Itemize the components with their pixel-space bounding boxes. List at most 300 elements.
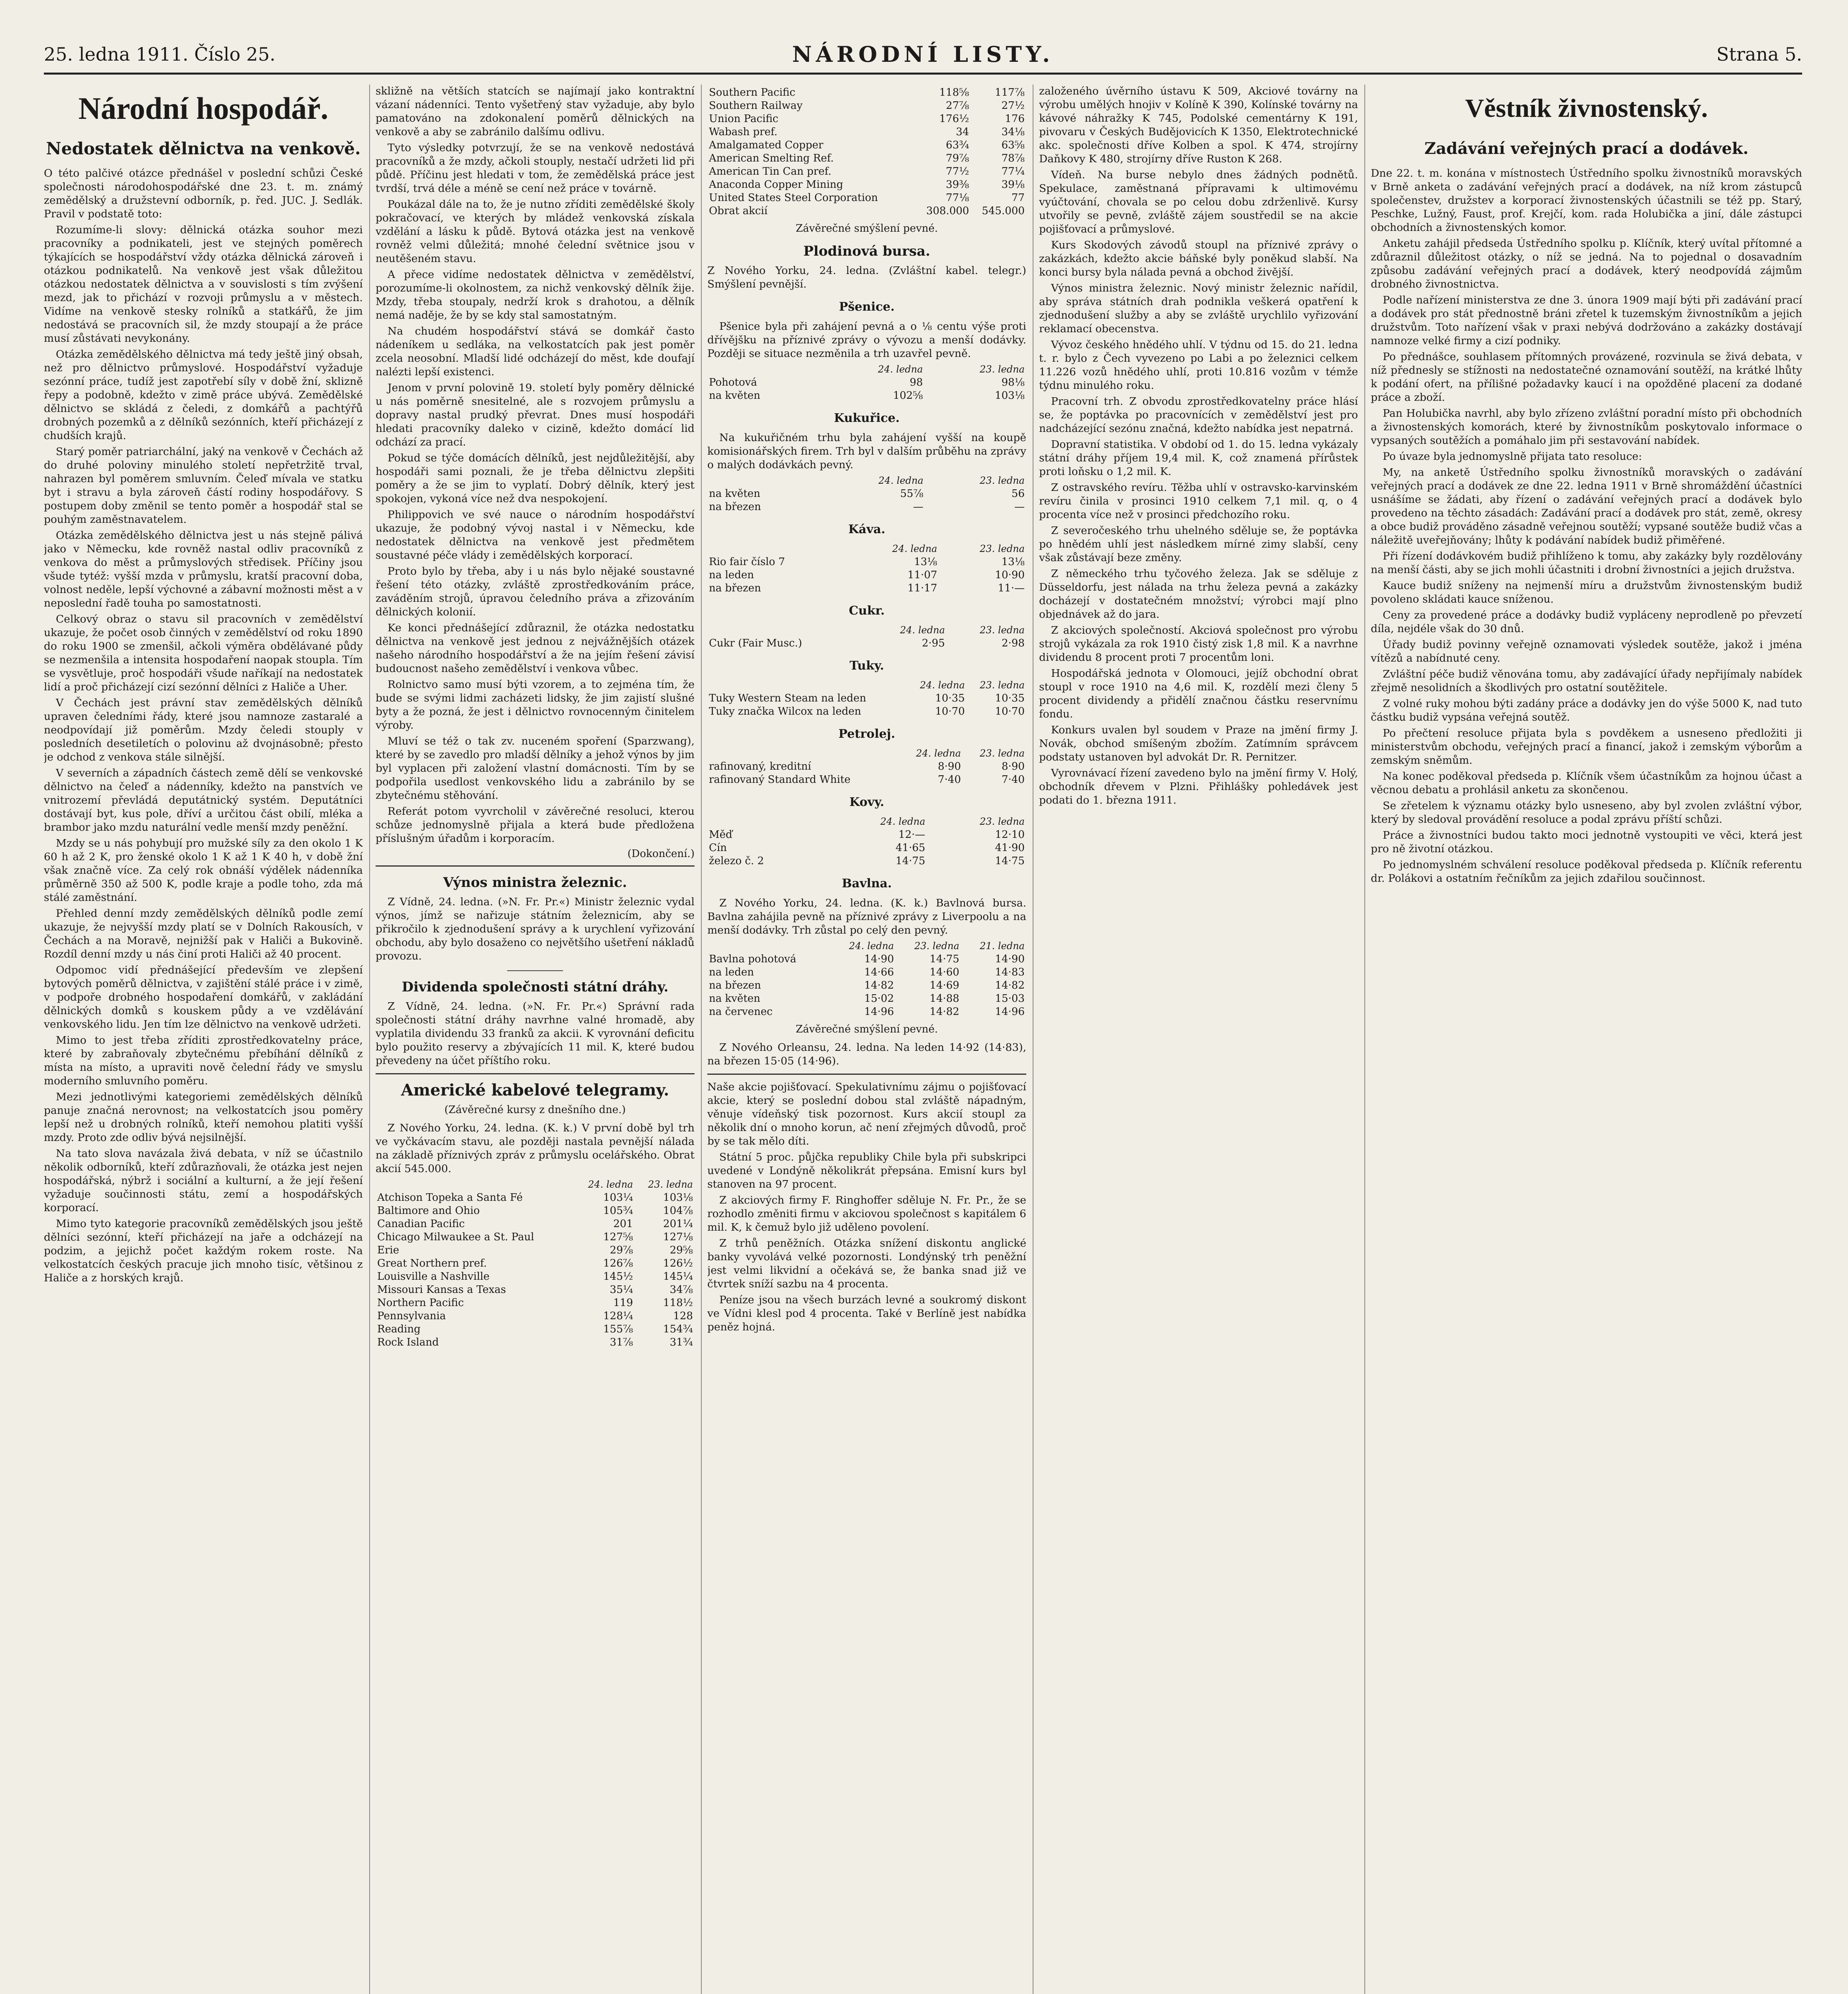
news-title: Výnos ministra železnic. [443, 875, 627, 891]
quote-value: 35¼ [610, 1284, 633, 1296]
paragraph: Otázka zemědělského dělnictva jest u nás stejně pálivá jako v Německu, kde rovněž nastal odliv pracovníků z venkova do měst a průmyslových středisek. Příčiny jsou všude tytéž: vyšší mzda v průmyslu, kratší pracovní doba, volnost neděle, lepší výchovné a zábavní možnosti měst a v neposlední řadě touha po samostatnosti. [44, 529, 363, 609]
quote-value: 11·07 [907, 569, 937, 581]
sugar-table [707, 624, 1026, 650]
corn-text: Na kukuřičném trhu byla zahájení vyšší na koupě komisionářských firem. Trh byl v dalším průběhu na zprávy o malých dodávkách pevný. [707, 432, 1026, 471]
row-label: na květen [709, 390, 760, 402]
quote-value: 77⅛ [946, 192, 969, 204]
table-header-row [707, 940, 1026, 953]
divider [507, 970, 563, 971]
paragraph: Na konec poděkoval předseda p. Klíčník všem účastníkům za hojnou účast a věcnou debatu a prohlásil anketu za skončenou. [1371, 770, 1802, 796]
quote-value: 41·65 [895, 842, 925, 854]
quote-value: 155⅞ [603, 1323, 633, 1335]
quote-value: 308.000 [926, 205, 969, 217]
quote-value: 77¼ [1001, 166, 1025, 177]
cotton-table [707, 940, 1026, 1019]
quote-value: 77 [1011, 192, 1025, 204]
quote-value: 103⅛ [663, 1192, 693, 1204]
row-label: na červenec [709, 1006, 773, 1018]
article-title: Nedostatek dělnictva na venkově. [46, 139, 361, 158]
row-label: Northern Pacific [377, 1297, 464, 1309]
column-4 [1039, 85, 1358, 1994]
table-row [707, 126, 1026, 139]
row-label: na březen [709, 979, 761, 991]
quote-value: 126⅞ [603, 1257, 633, 1269]
row-label: na leden [709, 569, 754, 581]
row-label: Wabash pref. [709, 126, 777, 138]
paragraph: Vídeň. Na burse nebylo dnes žádných podnětů. Spekulace, zaměstnaná přípravami k ultimovému vyúčtování, chovala se po celou dobu zdrženlivě. Kursy utvořily se pevně, zvláště zájem soustředil se na akcie pojišťovací a průmyslové. [1039, 169, 1358, 235]
column-header: 24. ledna [878, 364, 923, 375]
quote-value: 10·35 [935, 692, 965, 704]
telegram-text: Z Nového Yorku, 24. ledna. (K. k.) V první době byl trh ve vyčkávacím stavu, ale později nastala pevnější nálada na základě příznivých zpráv z průmyslu ocelářského. Obrat akcií 545.000. [376, 1122, 695, 1175]
column-divider [369, 85, 370, 1994]
quote-value: 14·60 [929, 966, 960, 978]
paragraph: Z akciových společností. Akciová společnost pro výrobu strojů vykázala za rok 1910 čistý zisk 1,8 mil. K a navrhne dividendu 8 procent proti 7 procentům loni. [1039, 624, 1358, 664]
column-divider [701, 85, 702, 1994]
table-row [707, 389, 1026, 402]
paragraph: Výnos ministra železnic. Nový ministr železnic nařídil, aby správa státních drah podnikla veškerá opatření k zjednodušení služby a aby se zvláště urychlilo vyřizování reklamací obecenstva. [1039, 282, 1358, 335]
paragraph: skližně na větších statcích se najímají jako kontraktní vázaní nádenníci. Tento vyšetřený stav vyžaduje, aby bylo pamatováno na zdokonalení poměrů dělnických na venkově a aby se zabránilo dalšímu odlivu. [376, 85, 695, 138]
quote-value: 77½ [946, 166, 969, 177]
paragraph: Mzdy se u nás pohybují pro mužské síly za den okolo 1 K 60 h až 2 K, pro ženské okolo 1 K až 1 K 40 h, v době žní však značně více. Za celý rok obnáší výdělek nádenníka průměrně 350 až 500 K, podle kraje a podle toho, zda má stálé zaměstnání. [44, 837, 363, 904]
row-label: Anaconda Copper Mining [709, 179, 843, 191]
sugar-title: Cukr. [849, 604, 885, 618]
table-header-row [707, 815, 1026, 828]
telegram-note: (Závěrečné kursy z dnešního dne.) [444, 1104, 626, 1116]
column-header: 24. ledna [880, 816, 925, 827]
row-label: Erie [377, 1244, 400, 1256]
table-row [707, 500, 1026, 514]
paragraph: Odpomoc vidí přednášející především ve zlepšení bytových poměrů dělnictva, v zajištění stálé práce i v zimě, v podpoře drobného hospodaření domkářů, v zakládání dělnických domků s kouskem půdy a ve vzdělávání venkovského lidu. Jen tím lze dělnictvo na venkově udržeti. [44, 964, 363, 1030]
row-label: Reading [377, 1323, 421, 1335]
paragraph: Podle nařízení ministerstva ze dne 3. února 1909 mají býti při zadávání prací a dodávek pro stát přednostně bráni zřetel k tuzemským živnostníkům a jejich družstvům. Toto nařízení však v praxi nebývá dodržováno a zakázky dostávají namnoze velké firmy a cizí podniky. [1371, 294, 1802, 347]
row-label: American Tin Can pref. [709, 166, 832, 177]
paragraph: Dne 22. t. m. konána v místnostech Ústředního spolku živnostníků moravských v Brně anketa o zadávání veřejných prací a dodávek, na níž krom zástupců společenstev, družstev a korporací živnostenských účastnili se též pp. Starý, Peschke, Lužný, Faust, prof. Krejčí, kom. rada Holubička a jiní, dále zástupci obchodních a živnostenských komor. [1371, 167, 1802, 234]
table-row [707, 569, 1026, 582]
row-label: Rock Island [377, 1336, 439, 1348]
table-row [707, 855, 1026, 868]
row-label: Southern Railway [709, 100, 803, 112]
quote-value: 34⅛ [1001, 126, 1025, 138]
row-label: Missouri Kansas a Texas [377, 1284, 506, 1296]
table-row [707, 112, 1026, 126]
quote-value: 29⅞ [610, 1244, 633, 1256]
row-label: Louisville a Nashville [377, 1271, 490, 1283]
article-body [1371, 167, 1802, 885]
paragraph: Z trhů peněžních. Otázka snížení diskontu anglické banky vyvolává velké pozornosti. Londýnský trh peněžní jest velmi likvidní a očekává se, že banka snad již ve čtvrtek sníží sazbu na 4 procenta. [707, 1237, 1026, 1290]
column-header: 23. ledna [980, 364, 1025, 375]
table-header-row [707, 363, 1026, 376]
paragraph: Po přečtení resoluce přijata byla s povděkem a usneseno předložiti ji ministerstvům obchodu, veřejných prací a financí, jakož i zemským výborům a zemským sněmům. [1371, 727, 1802, 766]
paragraph: Z akciových firmy F. Ringhoffer sděluje N. Fr. Pr., že se rozhodlo změniti firmu v akciovou společnost s kapitálem 6 mil. K, k čemuž bylo již uděleno povolení. [707, 1194, 1026, 1233]
column-header [707, 747, 899, 760]
paragraph: O této palčivé otázce přednášel v poslední schůzi České společnosti národohospodářské dne 23. t. m. známý zemědělský a družstevní odborník, p. řed. JUC. J. Sedlák. Pravil v podstatě toto: [44, 167, 363, 220]
paragraph: Hospodářská jednota v Olomouci, jejíž obchodní obrat stoupl v roce 1910 na 4,6 mil. K, rozdělí mezi členy 5 procent dividendy a přidělí značnou částku reservnímu fondu. [1039, 667, 1358, 720]
paragraph: Z severočeského trhu uhelného sděluje se, že poptávka po hnědém uhlí jest následkem mírné zimy slabší, ceny však zůstávají beze změny. [1039, 524, 1358, 564]
quote-value: 201 [613, 1218, 633, 1230]
coffee-table [707, 542, 1026, 595]
column-header: 23. ledna [648, 1179, 693, 1190]
row-label: Union Pacific [709, 113, 779, 125]
paragraph: Zvláštní péče budiž věnována tomu, aby zadávající úřady nepřijímaly nabídek zřejmě nesolidních a škodlivých pro ostatní soutěžitele. [1371, 668, 1802, 694]
quote-value: 103⅛ [995, 390, 1025, 402]
column-header: 23. ledna [980, 748, 1025, 759]
paragraph: Kurs Skodových závodů stoupl na příznivé zprávy o zakázkách, kdežto akcie báňské byly poněkud slabší. Na konci bursy byla nálada pevná a obchod živější. [1039, 239, 1358, 278]
paragraph: Na chudém hospodářství stává se domkář často nádeníkem u sedláka, na velkostatcích pak jest poměr zcela neosobní. Mladší lidé odcházejí do měst, kde doufají nalézti lepší existenci. [376, 325, 695, 378]
row-label: Great Northern pref. [377, 1257, 487, 1269]
column-2 [376, 85, 695, 1994]
paragraph: Práce a živnostníci budou takto moci jednotně vystoupiti ve věci, která jest pro ně životní otázkou. [1371, 829, 1802, 855]
column-header: 24. ledna [916, 748, 961, 759]
news-text: Z Vídně, 24. ledna. (»N. Fr. Pr.«) Správní rada společnosti státní dráhy navrhne valné hromadě, aby vyplatila dividendu 33 franků za akcii. K vyrovnání deficitu bylo použito reservy a zbývajících 11 mil. K, které budou převedeny na účet příštího roku. [376, 1000, 695, 1067]
paragraph: My, na anketě Ústředního spolku živnostníků moravských o zadávání veřejných prací a dodávek ze dne 22. ledna 1911 v Brně shromáždění účastníci usnášíme se žádati, aby řízení o zadávání veřejných prací a dodávek bylo provedeno na těchto zásadách: Zadávání prací a dodávek pro stát, země, okresy a obce budiž prováděno zásadně veřejnou soutěží; vypsané soutěže budiž včas a náležitě uveřejňovány; lhůty k podávání nabídek budiž přiměřené. [1371, 466, 1802, 546]
quote-value: 14·69 [929, 979, 960, 991]
quote-value: 7·40 [1002, 774, 1025, 786]
table-header-row [707, 747, 1026, 760]
column-header [707, 474, 824, 487]
quote-value: 154¾ [663, 1323, 693, 1335]
row-label: Southern Pacific [709, 87, 795, 99]
cotton-orleans: Z Nového Orleansu, 24. ledna. Na leden 14·92 (14·83), na březen 15·05 (14·96). [707, 1041, 1026, 1067]
quote-value: 39⅛ [1001, 179, 1025, 191]
table-header-row [707, 542, 1026, 556]
quote-value: 104⅞ [663, 1205, 693, 1217]
row-label: Rio fair číslo 7 [709, 556, 785, 568]
column-header [707, 940, 830, 953]
paragraph: Proto bylo by třeba, aby i u nás bylo nějaké soustavné řešení této otázky, zvláště zprostředkováním práce, zaváděním strojů, úpravou čeledního práva a zřizováním dělnických kolonií. [376, 565, 695, 618]
column-header: 23. ledna [980, 625, 1025, 636]
page-header [44, 38, 1802, 75]
quote-value: 102⅝ [893, 390, 923, 402]
quote-value: 14·90 [864, 953, 894, 965]
row-label: Tuky značka Wilcox na leden [709, 705, 861, 717]
quote-value: 128 [673, 1310, 693, 1322]
quote-value: 105¾ [603, 1205, 633, 1217]
row-label: na březen [709, 582, 761, 594]
paragraph: Mluví se též o tak zv. nuceném spoření (Sparzwang), které by se zavedlo pro mladší dělníky a jehož výnos by jim byl vyplacen při založení vlastní domácnosti. Tím by se podpořila usedlost venkovského lidu a zabránilo by se zbytečnému stěhování. [376, 735, 695, 802]
table-header-row [707, 624, 1026, 637]
quote-value: 55⅞ [900, 488, 923, 500]
paragraph: Mimo tyto kategorie pracovníků zemědělských jsou ještě dělníci sezónní, kteří přicházejí na jaře a odcházejí na podzim, a jejichž počet každým rokem roste. Na velkostatcích českých pracuje jich mnoho tisíc, většinou z Haliče a z horských krajů. [44, 1218, 363, 1284]
quote-value: 39⅜ [946, 179, 969, 191]
row-label: Pohotová [709, 376, 757, 388]
paragraph: Kauce budiž sníženy na nejmenší míru a družstvům živnostenským budiž povoleno skládati kauce sníženou. [1371, 579, 1802, 605]
row-label: Tuky Western Steam na leden [709, 692, 866, 704]
paragraph: V Čechách jest právní stav zemědělských dělníků upraven čeledními řády, které jsou namnoze zastaralé a neodpovídají již poměrům. Mzdy čeledi stouply v posledních desetiletích o polovinu až dvojnásobně; přesto je odchod z venkova stále silnější. [44, 697, 363, 763]
row-label: na leden [709, 966, 754, 978]
article-body [44, 167, 363, 1285]
paragraph: Philippovich ve své nauce o národním hospodářství ukazuje, že podobný vývoj nastal i v Německu, kde nedostatek dělnictva na venkově jest předmětem soustavné péče vlády i zemědělských korporací. [376, 508, 695, 562]
column-header: 23. ledna [980, 680, 1025, 691]
quote-value: 117⅞ [995, 87, 1025, 99]
table-header-row [707, 474, 1026, 487]
quote-value: 13⅛ [1001, 556, 1025, 568]
paragraph: Ceny za provedené práce a dodávky budiž vypláceny neprodleně po převzetí díla, nejdéle však do 30 dnů. [1371, 609, 1802, 635]
paragraph: Poukázal dále na to, že je nutno zříditi zemědělské školy pokračovací, ve kterých by mládež venkovská získala vzdělání a lásku k půdě. Bytová otázka jest na venkově rovněž velmi důležitá; mnohé čelední světnice jsou v neutěšeném stavu. [376, 198, 695, 265]
column-divider [1364, 85, 1365, 1994]
column-header [707, 542, 851, 556]
paragraph: Z ostravského revíru. Těžba uhlí v ostravsko-karvinském revíru činila v prosinci 1910 celkem 7,1 mil. q, o 4 procenta více než v prosinci předchozího roku. [1039, 481, 1358, 521]
table-row [707, 556, 1026, 569]
quote-value: 14·83 [995, 966, 1025, 978]
tallow-title: Tuky. [849, 659, 884, 673]
table-row [707, 86, 1026, 99]
corn-table [707, 474, 1026, 514]
quote-value: 127⅝ [603, 1231, 633, 1243]
quote-value: 11·17 [907, 582, 937, 594]
table-row [707, 760, 1026, 773]
table-row [707, 979, 1026, 992]
section-divider [376, 865, 695, 867]
issue-date: 25. ledna 1911. Číslo 25. [44, 43, 276, 65]
table-row [707, 828, 1026, 841]
row-label: Bavlna pohotová [709, 953, 797, 965]
wheat-text: Pšenice byla při zahájení pevná a o ⅛ centu výše proti dřívějšku na příznivé zprávy o vývozu a menší dodávky. Později se situace nezměnila a trh uzavřel pevně. [707, 320, 1026, 360]
column-1 [44, 85, 363, 1994]
cotton-text: Z Nového Yorku, 24. ledna. (K. k.) Bavlnová bursa. Bavlna zahájila pevně na příznivé zprávy z Liverpoolu a na menší dodávky. Trh zůstal po celý den pevný. [707, 897, 1026, 936]
quote-value: 14·82 [929, 1006, 960, 1018]
table-row [376, 1204, 695, 1218]
quote-value: 27½ [1001, 100, 1025, 112]
quote-value: 31⅞ [610, 1336, 633, 1348]
column-3 [707, 85, 1026, 1994]
column-header: 23. ledna [914, 940, 960, 952]
quote-value: 29⅝ [669, 1244, 693, 1256]
section-title: Věstník živnostenský. [1465, 94, 1708, 123]
quote-value: 11·— [998, 582, 1025, 594]
quote-value: 14·82 [995, 979, 1025, 991]
quote-value: 2·98 [1002, 637, 1025, 649]
table-header-row [376, 1178, 695, 1191]
quote-value: 119 [613, 1297, 633, 1309]
news-text: Z Vídně, 24. ledna. (»N. Fr. Pr.«) Ministr železnic vydal výnos, jímž se nařizuje státním železnicím, aby se přikročilo k zjednodušení správy a k urychlení vyřizování obchodu, aby bylo dosaženo co největšího ušetření nákladů provozu. [376, 896, 695, 962]
table-row [376, 1244, 695, 1257]
column-header: 24. ledna [849, 940, 894, 952]
oil-title: Petrolej. [838, 727, 895, 741]
row-label: Cukr (Fair Musc.) [709, 637, 802, 649]
continuation-note: (Dokončení.) [627, 848, 695, 860]
section-divider [707, 1074, 1026, 1075]
quote-value: 10·70 [935, 705, 965, 717]
page-number: Strana 5. [1716, 43, 1802, 65]
paragraph: Naše akcie pojišťovací. Spekulativnímu zájmu o pojišťovací akcie, který se poslední dobou stal zvláště nápadným, věnuje vídeňský tisk pozornost. Kurs akcií stoupl za několik dní o mnoho korun, ač není zřejmých důvodů, proč by se tak mělo díti. [707, 1081, 1026, 1147]
quote-value: — [913, 501, 923, 513]
article-title: Zadávání veřejných prací a dodávek. [1424, 139, 1749, 158]
column-header: 23. ledna [980, 543, 1025, 554]
quote-value: 176 [1005, 113, 1025, 125]
paragraph: Mezi jednotlivými kategoriemi zemědělských dělníků panuje značná nerovnost; na velkostatcích jsou poměry lepší než u drobných rolníků, kteří nemohou platiti vyšší mzdy. Proto zde odliv bývá nejsilnější. [44, 1091, 363, 1144]
row-label: rafinovaný Standard White [709, 774, 851, 786]
table-row [376, 1296, 695, 1310]
finance-news [707, 1080, 1026, 1334]
paragraph: Dopravní statistika. V období od 1. do 15. ledna vykázaly státní dráhy příjem 19,4 mil. K, což znamená přírůstek proti loňsku o 1,2 mil. K. [1039, 438, 1358, 478]
paragraph: Mimo to jest třeba zříditi zprostředkovatelny práce, které by zabraňovaly zbytečnému přebíhání dělníků z místa na místo, a upraviti nově čelední řády ve smyslu moderního smluvního poměru. [44, 1034, 363, 1087]
table-row [707, 637, 1026, 650]
row-label: Obrat akcií [709, 205, 768, 217]
paragraph: Tyto výsledky potvrzují, že se na venkově nedostává pracovníků a že mzdy, ačkoli stouply, nestačí udržeti lid při půdě. Příčinu jest hledati v tom, že zemědělská práce jest tvrdší, trvá déle a méně se cení než práce v továrně. [376, 142, 695, 195]
tallow-table [707, 679, 1026, 718]
table-row [376, 1283, 695, 1296]
quote-value: 98⅛ [1001, 376, 1025, 388]
quote-value: 12·10 [995, 829, 1025, 841]
column-header: 24. ledna [892, 543, 937, 554]
quote-value: 8·90 [938, 761, 961, 772]
quote-value: 14·75 [895, 855, 925, 867]
table-row [707, 705, 1026, 718]
quote-value: 201¼ [663, 1218, 693, 1230]
paragraph: Pokud se týče domácích dělníků, jest nejdůležitější, aby hospodáři sami poznali, že je třeba dělnictvu zlepšiti poměry a že se jim to vyplatí. Dobrý dělník, který jest spokojen, vykoná více než dva nespokojení. [376, 452, 695, 505]
row-label: rafinovaný, kreditní [709, 761, 811, 772]
column-header [707, 679, 907, 692]
row-label: na květen [709, 488, 760, 500]
table-row [376, 1270, 695, 1283]
row-label: Amalgamated Copper [709, 139, 823, 151]
paragraph: Otázka zemědělského dělnictva má tedy ještě jiný obsah, než pro dělnictvo průmyslové. Hospodářství vyžaduje sezónní práce, tudíž jest zapotřebí síly v době žní, sklizně řepy a podobně, kdežto v zimě práce ubývá. Zemědělské dělnictvo se skládá z čeledi, z domkářů a pachtýřů drobných pozemků a z dělníků sezónních, kteří přicházejí z chudších krajů. [44, 348, 363, 442]
quote-value: 14·82 [864, 979, 894, 991]
column-header [376, 1178, 575, 1191]
quote-value: 12·— [898, 829, 925, 841]
paragraph: Ke konci přednášející zdůraznil, že otázka nedostatku dělnictva na venkově jest jednou z nejvážnějších otázek našeho národního hospodářství a že na jejím řešení závisí budoucnost našeho zemědělství i venkova vůbec. [376, 622, 695, 675]
cotton-note: Závěrečné smýšlení pevné. [795, 1023, 938, 1035]
quote-value: 545.000 [982, 205, 1025, 217]
quote-value: 34⅞ [669, 1284, 693, 1296]
metal-title: Kovy. [849, 795, 884, 809]
quote-value: 10·70 [995, 705, 1025, 717]
row-label: Canadian Pacific [377, 1218, 465, 1230]
row-label: Pennsylvania [377, 1310, 446, 1322]
row-label: United States Steel Corporation [709, 192, 878, 204]
paragraph: Jenom v první polovině 19. století byly poměry dělnické u nás poměrně snesitelné, ale s rozvojem průmyslu a dopravy nastal prudký převrat. Dnes musí hospodáři hledati pracovníky daleko v cizině, kdežto domácí lid odchází za prací. [376, 382, 695, 448]
produce-exchange-title: Plodinová bursa. [803, 243, 931, 259]
stock-quote-table [707, 86, 1026, 218]
wheat-table [707, 363, 1026, 402]
table-row [707, 582, 1026, 595]
table-row [707, 966, 1026, 979]
row-label: Měď [709, 829, 732, 841]
quote-value: 63⅝ [1001, 139, 1025, 151]
row-label: železo č. 2 [709, 855, 764, 867]
quote-value: 14·75 [995, 855, 1025, 867]
quote-value: 145½ [603, 1271, 633, 1283]
market-note: Závěrečné smýšlení pevné. [795, 223, 938, 234]
quote-value: 8·90 [1002, 761, 1025, 772]
quote-value: 128¼ [603, 1310, 633, 1322]
table-row [707, 152, 1026, 165]
telegram-title: Americké kabelové telegramy. [401, 1081, 669, 1099]
quote-value: 14·66 [864, 966, 894, 978]
oil-table [707, 747, 1026, 786]
paragraph: Anketu zahájil předseda Ústředního spolku p. Klíčník, který uvítal přítomné a zdůraznil důležitost otázky, o níž se jedná. Na to pojednal o dosavadním způsobu zadávání veřejných prací a dodávek, který neodpovídá zájmům drobného živnostnictva. [1371, 237, 1802, 290]
table-row [376, 1231, 695, 1244]
table-row [707, 139, 1026, 152]
quote-value: 15·02 [864, 993, 894, 1005]
paragraph: Rolnictvo samo musí býti vzorem, a to zejména tím, že bude se svými lidmi zacházeti lidsky, že jim zajistí slušné byty a že pozná, že jest i dělnictvo rovnocenným činitelem výroby. [376, 678, 695, 731]
column-header: 23. ledna [980, 475, 1025, 486]
stock-quote-table [376, 1178, 695, 1349]
table-row [707, 487, 1026, 500]
paragraph: Po úvaze byla jednomyslně přijata tato resoluce: [1383, 450, 1642, 463]
masthead-title: NÁRODNÍ LISTY. [792, 41, 1054, 67]
paragraph: Přehled denní mzdy zemědělských dělníků podle zemí ukazuje, že nejvyšší mzdy platí se v Dolních Rakousích, v Čechách a na Moravě, nejnižší pak v Haliči a Bukovině. Rozdíl denní mzdy u nás činí proti Haliči až 40 procent. [44, 907, 363, 960]
column-header: 24. ledna [920, 680, 965, 691]
column-5 [1371, 85, 1802, 1994]
table-row [707, 376, 1026, 389]
paragraph: Konkurs uvalen byl soudem v Praze na jmění firmy J. Novák, obchod smíšeným zbožím. Zatímním správcem podstaty ustanoven byl advokát Dr. R. Pernitzer. [1039, 724, 1358, 763]
table-row [707, 1005, 1026, 1019]
row-label: Cín [709, 842, 727, 854]
quote-value: 79⅞ [946, 152, 969, 164]
cotton-title: Bavlna. [842, 877, 892, 891]
paragraph: Státní 5 proc. půjčka republiky Chile byla při subskripci uvedené v Londýně několikrát přepsána. Emisní kurs byl stanoven na 97 procent. [707, 1151, 1026, 1190]
produce-intro: Z Nového Yorku, 24. ledna. (Zvláštní kabel. telegr.) Smýšlení pevnější. [707, 264, 1026, 290]
quote-value: 118⅝ [939, 87, 969, 99]
quote-value: 14·90 [995, 953, 1025, 965]
quote-value: 78⅞ [1001, 152, 1025, 164]
paragraph: Peníze jsou na všech burzách levné a soukromý diskont ve Vídni klesl pod 4 procenta. Také v Berlíně jest nabídka peněz hojná. [707, 1294, 1026, 1333]
quote-value: 98 [909, 376, 923, 388]
quote-value: 31¾ [669, 1336, 693, 1348]
section-divider [376, 1073, 695, 1074]
section-title: Národní hospodář. [78, 91, 329, 126]
column-header: 21. ledna [980, 940, 1025, 952]
paragraph: Při řízení dodávkovém budiž přihlíženo k tomu, aby zakázky byly rozdělovány na menší části, aby se jich mohli účastniti i drobní živnostníci a jejich družstva. [1371, 550, 1802, 576]
table-row [707, 953, 1026, 966]
row-label: Atchison Topeka a Santa Fé [377, 1192, 523, 1204]
paragraph: Celkový obraz o stavu sil pracovních v zemědělství ukazuje, že počet osob činných v zemědělství od roku 1890 do roku 1900 se zmenšil, ačkoli výměra obdělávané půdy se nezmenšila a intensita hospodaření naopak stoupla. Tím se vysvětluje, proč hospodáři všude naříkají na nedostatek lidí a proč přicházejí cizí sezónní dělníci z Haliče a Uher. [44, 613, 363, 693]
quote-value: 14·88 [929, 993, 960, 1005]
table-row [376, 1191, 695, 1204]
quote-value: 56 [1011, 488, 1025, 500]
table-row [707, 841, 1026, 855]
row-label: na březen [709, 501, 761, 513]
table-row [376, 1336, 695, 1349]
metal-table [707, 815, 1026, 868]
table-row [376, 1257, 695, 1270]
quote-value: 145¼ [663, 1271, 693, 1283]
table-header-row [707, 679, 1026, 692]
table-row [707, 992, 1026, 1005]
quote-value: 7·40 [938, 774, 961, 786]
quote-value: 118½ [663, 1297, 693, 1309]
table-row [707, 191, 1026, 205]
quote-value: 14·75 [929, 953, 960, 965]
paragraph: Referát potom vyvrcholil v závěrečné resoluci, kterou schůze jednomyslně přijala a která bude předložena příslušným úřadům i korporacím. [376, 805, 695, 845]
paragraph: Pracovní trh. Z obvodu zprostředkovatelny práce hlásí se, že poptávka po pracovnících v zemědělství jest pro nadcházející sezónu značná, kdežto nabídka jest nepatrná. [1039, 395, 1358, 435]
quote-value: 27⅞ [946, 100, 969, 112]
column-header [707, 624, 867, 637]
coffee-title: Káva. [848, 522, 886, 536]
column-header: 24. ledna [588, 1179, 633, 1190]
column-header: 23. ledna [980, 816, 1025, 827]
column-header [707, 815, 827, 828]
quote-value: — [1014, 501, 1025, 513]
paragraph: Z německého trhu tyčového železa. Jak se sděluje z Düsseldorfu, jest nálada na trhu železa pevná a zakázky docházejí v dostatečném množství; výrobci mají plno objednávek až do jara. [1039, 567, 1358, 621]
quote-value: 13⅛ [914, 556, 937, 568]
row-label: na květen [709, 993, 760, 1005]
quote-value: 63¾ [946, 139, 969, 151]
row-label: Chicago Milwaukee a St. Paul [377, 1231, 534, 1243]
row-label: Baltimore and Ohio [377, 1205, 480, 1217]
table-row [376, 1218, 695, 1231]
table-row [707, 205, 1026, 218]
column-header: 24. ledna [878, 475, 923, 486]
paragraph: V severních a západních částech země dělí se venkovské dělnictvo na čeleď a nádenníky, kdežto na panstvích ve vnitrozemí převládá deputátnický systém. Deputátníci dostávají byt, kus pole, dříví a určitou část obilí, mléka a brambor jako mzdu naturální vedle menší mzdy peněžní. [44, 767, 363, 833]
paragraph: Na tato slova navázala živá debata, v níž se účastnilo několik odborníků, kteří zdůrazňovali, že otázka jest nejen hospodářská, nýbrž i sociální a kulturní, a že její řešení vyžaduje součinnosti státu, zemí a hospodářských korporací. [44, 1147, 363, 1214]
table-row [707, 178, 1026, 191]
quote-value: 41·90 [995, 842, 1025, 854]
row-label: American Smelting Ref. [709, 152, 834, 164]
paragraph: Rozumíme-li slovy: dělnická otázka souhor mezi pracovníky a podnikateli, jest ve stejných poměrech týkajících se hospodářství vždy otázka dělnická zároveň i otázkou podnikatelů. Na venkově jest však důležitou otázkou nedostatek dělnictva a v souvislosti s tím zvýšení mezd, jak to přichází v rozvoji průmyslu a v městech. Vidíme na venkově stesky rolníků a statkářů, že jim nedostává se pracovních sil, že mzdy stoupají a že práce musí zůstávati nevykonány. [44, 224, 363, 345]
corn-title: Kukuřice. [834, 411, 900, 425]
